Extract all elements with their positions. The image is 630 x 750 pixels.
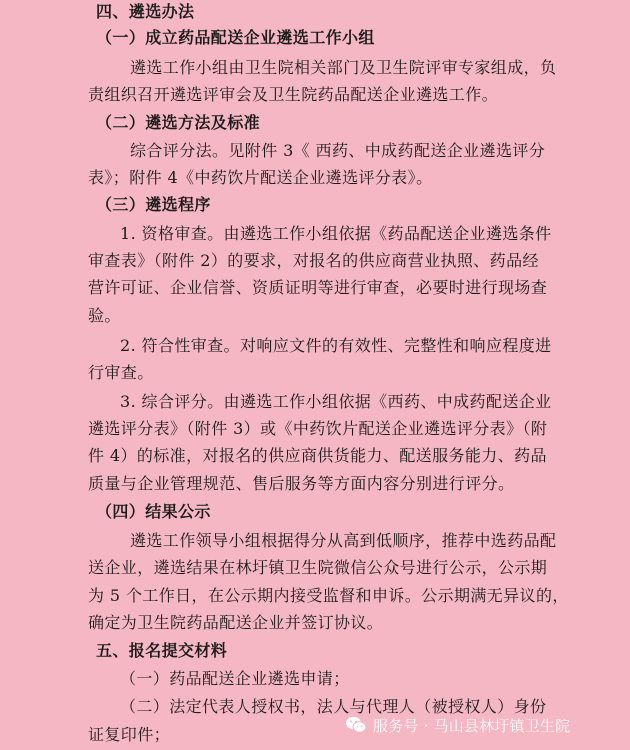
paragraph-line: 责组织召开遴选评审会及卫生院药品配送企业遴选工作。: [88, 85, 499, 104]
section-heading-4: 四、遴选办法: [96, 2, 195, 21]
paragraph-line: 3. 综合评分。由遴选工作小组依据《西药、中成药配送企业: [120, 392, 552, 411]
watermark-text: 服务号 · 马山县林圩镇卫生院: [373, 716, 571, 735]
paragraph-line: 质量与企业管理规范、售后服务等方面内容分别进行评分。: [88, 474, 515, 493]
paragraph-line: 遴选评分表》（附件 3）或《中药饮片配送企业遴选评分表》（附: [88, 419, 548, 438]
paragraph-line: 2. 符合性审查。对响应文件的有效性、完整性和响应程度进: [120, 336, 552, 355]
paragraph-line: 送企业，遴选结果在林圩镇卫生院微信公众号进行公示，公示期: [88, 558, 548, 577]
paragraph-line: 遴选工作小组由卫生院相关部门及卫生院评审专家组成，负: [130, 58, 557, 77]
paragraph-line: 验。: [88, 306, 121, 325]
paragraph-line: 确定为卫生院药品配送企业并签订协议。: [88, 613, 384, 632]
subheading-2: （二）遴选方法及标准: [96, 113, 261, 132]
paragraph-line: 表》；附件 4《中药饮片配送企业遴选评分表》。: [88, 168, 433, 187]
paragraph-line: 1. 资格审查。由遴选工作小组依据《药品配送企业遴选条件: [120, 224, 552, 243]
paragraph-line: 遴选工作领导小组根据得分从高到低顺序，推荐中选药品配: [130, 531, 557, 550]
wechat-official-account-icon: [345, 715, 367, 735]
list-item: 证复印件；: [88, 725, 171, 744]
list-item: （二）法定代表人授权书，法人与代理人（被授权人）身份: [120, 697, 547, 716]
paragraph-line: 为 5 个工作日，在公示期内接受监督和申诉。公示期满无异议的，: [88, 586, 569, 605]
subheading-3: （三）遴选程序: [96, 195, 211, 214]
subheading-1: （一）成立药品配送企业遴选工作小组: [96, 28, 375, 47]
paragraph-line: 综合评分法。见附件 3《 西药、中成药配送企业遴选评分: [130, 141, 546, 160]
paragraph-line: 件 4）的标准，对报名的供应商供货能力、配送服务能力、药品: [88, 446, 547, 465]
subheading-4: （四）结果公示: [96, 502, 211, 521]
paragraph-line: 行审查。: [88, 363, 154, 382]
paragraph-line: 审查表》（附件 2）的要求，对报名的供应商营业执照、药品经: [88, 251, 539, 270]
paragraph-line: 营许可证、企业信誉、资质证明等进行审查，必要时进行现场查: [88, 278, 548, 297]
section-heading-5: 五、报名提交材料: [96, 641, 228, 660]
list-item: （一）药品配送企业遴选申请；: [120, 669, 350, 688]
watermark: [345, 712, 570, 738]
